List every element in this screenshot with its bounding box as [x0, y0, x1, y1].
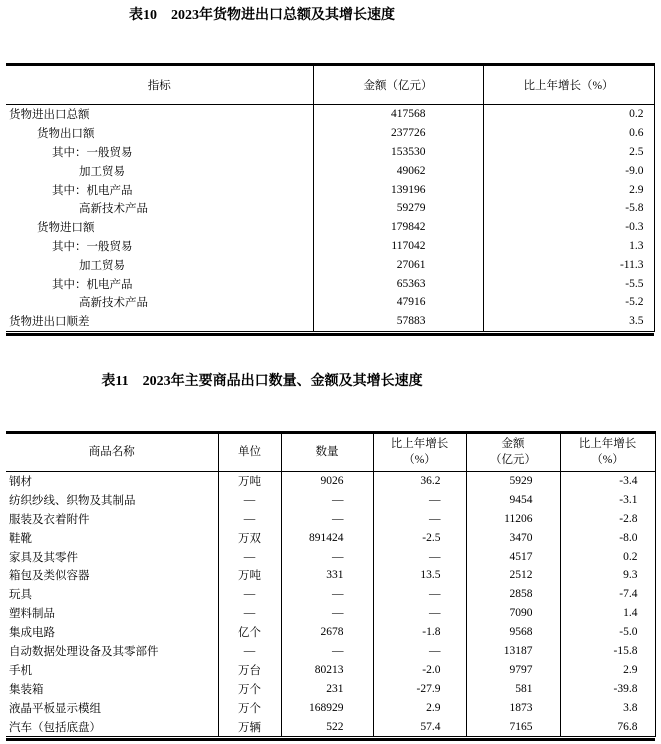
amount-cell: 3470	[466, 528, 560, 547]
table11-row	[6, 660, 655, 679]
amount-growth-cell: -7.4	[560, 585, 655, 604]
quantity-growth-cell: —	[373, 642, 466, 661]
amount-cell: 179842	[313, 218, 483, 237]
unit-cell: —	[218, 547, 281, 566]
product-name-cell: 鞋靴	[9, 532, 32, 545]
growth-cell: -5.5	[483, 274, 654, 293]
table11-container	[6, 431, 655, 741]
quantity-growth-cell: 57.4	[373, 717, 466, 736]
product-name-cell: 液晶平板显示模组	[9, 702, 101, 715]
amount-cell: 49062	[313, 161, 483, 180]
product-name-cell: 塑料制品	[9, 608, 55, 621]
amount-cell: 237726	[313, 124, 483, 143]
table11-row	[6, 698, 655, 717]
quantity-growth-cell: -2.5	[373, 528, 466, 547]
unit-cell: 万个	[218, 679, 281, 698]
header-line: 单位	[238, 446, 261, 459]
table11-header-amount	[466, 432, 560, 471]
header-line: 金额	[501, 438, 525, 451]
growth-cell: 0.6	[483, 124, 654, 143]
growth-cell: 2.9	[483, 180, 654, 199]
table10-row	[6, 105, 654, 124]
indicator-cell: 其中：机电产品	[52, 184, 133, 197]
amount-cell: 417568	[313, 105, 483, 124]
quantity-growth-cell: —	[373, 585, 466, 604]
growth-cell: -11.3	[483, 255, 654, 274]
amount-cell: 581	[466, 679, 560, 698]
growth-cell: -5.2	[483, 293, 654, 312]
product-name-cell: 自动数据处理设备及其零部件	[9, 646, 159, 659]
unit-cell: 万台	[218, 660, 281, 679]
product-name-cell: 箱包及类似容器	[9, 570, 90, 583]
unit-cell: —	[218, 490, 281, 509]
amount-cell: 2512	[466, 566, 560, 585]
header-line: 商品名称	[88, 446, 135, 459]
quantity-cell: 9026	[281, 471, 373, 490]
indicator-cell: 其中：一般贸易	[52, 146, 133, 159]
amount-cell: 9797	[466, 660, 560, 679]
amount-cell: 153530	[313, 143, 483, 162]
indicator-cell: 货物进出口顺差	[9, 316, 90, 329]
unit-cell: 亿个	[218, 623, 281, 642]
amount-cell: 59279	[313, 199, 483, 218]
amount-growth-cell: -5.0	[560, 623, 655, 642]
amount-growth-cell: -2.8	[560, 509, 655, 528]
header-line: 比上年增长	[578, 438, 637, 451]
amount-growth-cell: -8.0	[560, 528, 655, 547]
table10-row	[6, 237, 654, 256]
table10-row	[6, 218, 654, 237]
unit-cell: 万个	[218, 698, 281, 717]
table10-row	[6, 161, 654, 180]
amount-cell: 27061	[313, 255, 483, 274]
amount-growth-cell: -3.1	[560, 490, 655, 509]
growth-cell: -0.3	[483, 218, 654, 237]
quantity-growth-cell: 2.9	[373, 698, 466, 717]
table11-row	[6, 623, 655, 642]
quantity-growth-cell: —	[373, 547, 466, 566]
amount-cell: 9454	[466, 490, 560, 509]
table10-row	[6, 312, 654, 331]
amount-cell: 57883	[313, 312, 483, 331]
quantity-cell: 2678	[281, 623, 373, 642]
quantity-cell: —	[281, 604, 373, 623]
table10	[6, 63, 655, 332]
indicator-cell: 其中：机电产品	[52, 278, 133, 291]
header-line: 数量	[315, 446, 339, 459]
table10-row	[6, 274, 654, 293]
quantity-growth-cell: —	[373, 604, 466, 623]
quantity-cell: 331	[281, 566, 373, 585]
amount-cell: 5929	[466, 471, 560, 490]
table10-row	[6, 293, 654, 312]
table10-container	[6, 63, 654, 336]
product-name-cell: 玩具	[9, 589, 32, 602]
quantity-cell: —	[281, 509, 373, 528]
header-line: （亿元）	[490, 454, 536, 467]
table11-row	[6, 679, 655, 698]
table10-row	[6, 180, 654, 199]
growth-cell: 0.2	[483, 105, 654, 124]
table11-header-quantity	[281, 432, 373, 471]
table11-body	[6, 471, 655, 736]
product-name-cell: 手机	[9, 664, 32, 677]
product-name-cell: 纺织纱线、织物及其制品	[9, 494, 136, 507]
unit-cell: 万双	[218, 528, 281, 547]
table10-row	[6, 124, 654, 143]
indicator-cell: 其中：一般贸易	[52, 240, 133, 253]
quantity-cell: —	[281, 642, 373, 661]
table11-row	[6, 490, 655, 509]
amount-cell: 47916	[313, 293, 483, 312]
product-name-cell: 钢材	[9, 476, 32, 488]
product-name-cell: 家具及其零件	[9, 551, 78, 564]
table10-title: 表10 2023年货物进出口总额及其增长速度	[129, 8, 395, 23]
table10-header-indicator: 指标	[6, 65, 313, 105]
quantity-cell: 891424	[281, 528, 373, 547]
unit-cell: 万辆	[218, 717, 281, 736]
unit-cell: —	[218, 585, 281, 604]
quantity-growth-cell: -27.9	[373, 679, 466, 698]
amount-growth-cell: 2.9	[560, 660, 655, 679]
indicator-cell: 加工贸易	[79, 165, 125, 178]
amount-growth-cell: 9.3	[560, 566, 655, 585]
indicator-cell: 货物出口额	[37, 128, 95, 141]
table11-header-name	[6, 432, 218, 471]
quantity-growth-cell: —	[373, 490, 466, 509]
amount-cell: 2858	[466, 585, 560, 604]
table11-header-qty-growth	[373, 432, 466, 471]
amount-cell: 117042	[313, 237, 483, 256]
product-name-cell: 服装及衣着附件	[9, 513, 90, 526]
table11-row	[6, 471, 655, 490]
quantity-cell: 522	[281, 717, 373, 736]
amount-cell: 9568	[466, 623, 560, 642]
growth-cell: -5.8	[483, 199, 654, 218]
growth-cell: -9.0	[483, 161, 654, 180]
quantity-growth-cell: -2.0	[373, 660, 466, 679]
indicator-cell: 高新技术产品	[79, 297, 148, 310]
amount-cell: 11206	[466, 509, 560, 528]
quantity-growth-cell: —	[373, 509, 466, 528]
amount-growth-cell: 76.8	[560, 717, 655, 736]
product-name-cell: 汽车（包括底盘）	[9, 721, 101, 734]
table10-header	[6, 65, 654, 105]
table10-row	[6, 199, 654, 218]
growth-cell: 1.3	[483, 237, 654, 256]
table10-header-amount: 金额（亿元）	[313, 65, 483, 105]
amount-cell: 139196	[313, 180, 483, 199]
growth-cell: 2.5	[483, 143, 654, 162]
indicator-cell: 加工贸易	[79, 259, 125, 272]
table11-row	[6, 642, 655, 661]
table10-row	[6, 143, 654, 162]
document-page	[0, 6, 661, 744]
indicator-cell: 高新技术产品	[79, 203, 148, 216]
table11-header-row	[6, 432, 655, 471]
amount-cell: 13187	[466, 642, 560, 661]
amount-cell: 65363	[313, 274, 483, 293]
amount-growth-cell: -3.4	[560, 471, 655, 490]
quantity-growth-cell: 36.2	[373, 471, 466, 490]
amount-cell: 7165	[466, 717, 560, 736]
quantity-growth-cell: 13.5	[373, 566, 466, 585]
table11-row	[6, 566, 655, 585]
amount-cell: 4517	[466, 547, 560, 566]
unit-cell: —	[218, 604, 281, 623]
amount-growth-cell: 0.2	[560, 547, 655, 566]
table10-body	[6, 105, 654, 332]
product-name-cell: 集成电路	[9, 627, 55, 640]
table11-row	[6, 604, 655, 623]
quantity-cell: —	[281, 490, 373, 509]
amount-growth-cell: -15.8	[560, 642, 655, 661]
header-line: （%）	[403, 454, 436, 467]
table11-header-unit	[218, 432, 281, 471]
unit-cell: —	[218, 509, 281, 528]
table11-title: 表11 2023年主要商品出口数量、金额及其增长速度	[101, 373, 423, 389]
table11-row	[6, 717, 655, 736]
quantity-cell: 231	[281, 679, 373, 698]
table11-header-amt-growth	[560, 432, 655, 471]
indicator-cell: 货物进出口总额	[9, 109, 90, 122]
table11-row	[6, 509, 655, 528]
quantity-cell: —	[281, 547, 373, 566]
quantity-growth-cell: -1.8	[373, 623, 466, 642]
header-line: 比上年增长	[390, 438, 449, 451]
table10-row	[6, 255, 654, 274]
header-line: （%）	[591, 454, 624, 467]
amount-growth-cell: -39.8	[560, 679, 655, 698]
amount-cell: 1873	[466, 698, 560, 717]
growth-cell: 3.5	[483, 312, 654, 331]
table11-row	[6, 528, 655, 547]
table11	[6, 431, 656, 737]
unit-cell: 万吨	[218, 471, 281, 490]
quantity-cell: 80213	[281, 660, 373, 679]
table11-row	[6, 547, 655, 566]
amount-cell: 7090	[466, 604, 560, 623]
amount-growth-cell: 3.8	[560, 698, 655, 717]
amount-growth-cell: 1.4	[560, 604, 655, 623]
unit-cell: 万吨	[218, 566, 281, 585]
quantity-cell: —	[281, 585, 373, 604]
table10-header-row	[6, 65, 654, 105]
indicator-cell: 货物进口额	[37, 222, 95, 235]
unit-cell: —	[218, 642, 281, 661]
table11-row	[6, 585, 655, 604]
table11-header	[6, 432, 655, 471]
table10-header-growth: 比上年增长（%）	[483, 65, 654, 105]
quantity-cell: 168929	[281, 698, 373, 717]
product-name-cell: 集装箱	[9, 683, 44, 696]
